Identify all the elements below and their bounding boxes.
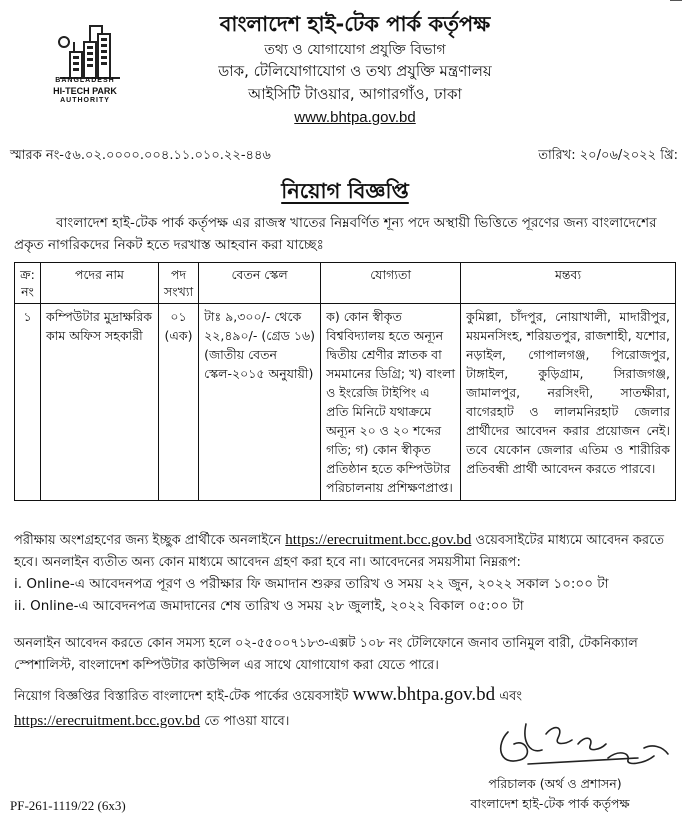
cell-post-name: কম্পিউটার মুদ্রাক্ষরিক কাম অফিস সহকারী <box>41 304 159 501</box>
details-website-link[interactable]: www.bhtpa.gov.bd <box>352 684 496 705</box>
cell-qualification: ক) কোন স্বীকৃত বিশ্ববিদ্যালয় হতে অন্যূন দ্বিতীয় শ্রেণীর স্নাতক বা সমমানের ডিগ্রি; খ) বাংলা ও ইংরেজি টাইপিং এ প্রতি মিনিটে যথাক্রমে অন্যূন ২০ ও ২০ শব্দের গতি; গ) কোন স্বীকৃত প্রতিষ্ঠান হতে কম্পিউটার পরিচালনায় প্রশিক্ষণপ্রাপ্ত। <box>321 304 461 501</box>
notice-title <box>0 175 690 210</box>
header-post-count: পদ সংখ্যা <box>159 263 199 304</box>
help-paragraph: অনলাইন আবেদন করতে কোন সমস্য হলে ০২-৫৫০০৭১৮৩-এক্সট ১০৮ নং টেলিফোনে জনাব তানিমুল বারী, টেকনিক্যাল স্পেশালিস্ট, বাংলাদেশ কম্পিউটার কাউন্সিল এর সাথে যোগাযোগ করা যেতে পারে। <box>14 636 638 673</box>
intro-paragraph <box>14 212 674 256</box>
intro-text: বাংলাদেশ হাই-টেক পার্ক কর্তৃপক্ষ এর রাজস্ব খাতের নিম্নবর্ণিত শূন্য পদে অস্থায়ী ভিত্তিতে পূরণের জন্য বাংলাদেশের প্রকৃত নাগরিকদের নিকট হতে দরখাস্ত আহবান করা যাচ্ছেঃ <box>14 215 657 253</box>
online-text-before: পরীক্ষায় অংশগ্রহণের জন্য ইচ্ছুক প্রার্থীকে অনলাইনে <box>14 533 286 548</box>
memo-reference: স্মারক নং-৫৬.০২.০০০০.০০৪.১১.০১০.২২-৪৪৬ <box>10 148 271 163</box>
header-remarks: মন্তব্য <box>461 263 676 304</box>
table-row <box>15 304 676 501</box>
schedule-start: i. Online-এ আবেদনপত্র পূরণ ও পরীক্ষার ফি জমাদান শুরুর তারিখ ও সময় ২২ জুন, ২০২২ সকাল ১০:০০ টা <box>14 576 609 592</box>
signatory-organization: বাংলাদেশ হাই-টেক পার্ক কর্তৃপক্ষ <box>470 796 630 811</box>
publication-code: PF-261-1119/22 (6x3) <box>10 798 126 813</box>
header-pay-scale: বেতন স্কেল <box>199 263 321 304</box>
organization-title: বাংলাদেশ হাই-টেক পার্ক কর্তৃপক্ষ <box>219 12 491 36</box>
scan-mark <box>670 0 682 1</box>
vacancy-table <box>14 262 676 501</box>
schedule-end: ii. Online-এ আবেদনপত্র জমাদানের শেষ তারিখ ও সময় ২৮ জুলাই, ২০২২ বিকাল ০৫:০০ টা <box>14 598 524 614</box>
office-address: আইসিটি টাওয়ার, আগারগাঁও, ঢাকা <box>248 85 462 103</box>
erecruitment-link[interactable]: https://erecruitment.bcc.gov.bd <box>285 532 472 548</box>
online-text-after: ওয়েবসাইটের মাধ্যমে আবেদন করতে হবে। অনলাইন ব্যতীত অন্য কোন মাধ্যমে আবেদন গ্রহণ করা হবে না। আবেদনের সময়সীমা নিম্নরূপ: <box>14 533 665 570</box>
cell-serial: ১ <box>15 304 41 501</box>
ministry-name: ডাক, টেলিযোগাযোগ ও তথ্য প্রযুক্তি মন্ত্রণালয় <box>218 62 492 80</box>
details-text-mid: এবং <box>495 689 523 704</box>
header-serial: ক্র: নং <box>15 263 41 304</box>
division-name: তথ্য ও যোগাযোগ প্রযুক্তি বিভাগ <box>264 42 446 58</box>
signature-icon <box>468 714 678 780</box>
online-application-paragraph <box>14 529 678 574</box>
signatory-title: পরিচালক (অর্থ ও প্রশাসন) <box>488 776 622 791</box>
logo-line-1: BANGLADESH <box>55 77 115 84</box>
memo-date: তারিখ: ২০/০৬/২০২২ খ্রি: <box>538 148 678 163</box>
details-text-before: নিয়োগ বিজ্ঞপ্তির বিস্তারিত বাংলাদেশ হাই-টেক পার্কের ওয়েবসাইট <box>14 689 353 704</box>
details-erecruitment-link[interactable]: https://erecruitment.bcc.gov.bd <box>14 713 201 729</box>
cell-post-count: ০১ (এক) <box>159 304 199 501</box>
table-header-row <box>15 263 676 304</box>
details-text-after: তে পাওয়া যাবে। <box>200 714 290 729</box>
website-link[interactable]: www.bhtpa.gov.bd <box>294 109 416 126</box>
logo-line-2: HI-TECH PARK <box>53 86 117 96</box>
cell-remarks: কুমিল্লা, চাঁদপুর, নোয়াখালী, মাদারীপুর, ময়মনসিংহ, শরিয়তপুর, রাজশাহী, যশোর, নড়াইল, গোপালগঞ্জ, পিরোজপুর, টাঙ্গাইল, কুড়িগ্রাম, সিরাজগঞ্জ, জামালপুর, নরসিংদী, সাতক্ষীরা, বাগেরহাট ও লালমনিরহাট জেলার প্রার্থীদের আবেদন করার প্রয়োজন নেই। তবে যেকোন জেলার এতিম ও শারীরিক প্রতিবন্ধী প্রার্থী আবেদন করতে পারবে। <box>461 304 676 501</box>
cell-pay-scale: টাঃ ৯,৩০০/- থেকে ২২,৪৯০/- (গ্রেড ১৬) (জাতীয় বেতন স্কেল-২০১৫ অনুযায়ী) <box>199 304 321 501</box>
logo-wordmark <box>30 76 140 106</box>
header-qualification: যোগ্যতা <box>321 263 461 304</box>
header-post-name: পদের নাম <box>41 263 159 304</box>
logo-line-3: AUTHORITY <box>60 97 110 104</box>
notice-title-text: নিয়োগ বিজ্ঞপ্তি <box>281 179 409 203</box>
